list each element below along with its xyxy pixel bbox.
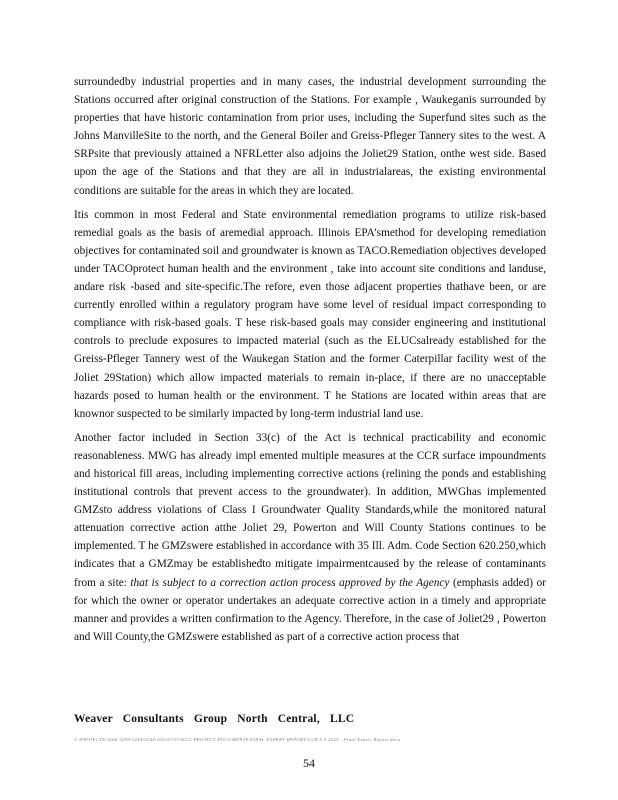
paragraph-technical-practicability: [74, 429, 546, 646]
footer-company-name: Weaver Consultants Group North Central, LLC: [74, 713, 355, 725]
page-number: 54: [303, 756, 315, 770]
emphasized-quote: that is subject to a correction action process approved by the Agency: [130, 576, 450, 589]
footer-file-path: J:\PROJECTS\3200-3299\3244\3244\100\07\03\WCG PROJECT DOCUMENTS\FINAL EXPERT REPORT\CCR 5.5.2025 - Final Expert Report.docx: [74, 737, 401, 742]
body-text: [74, 73, 546, 652]
paragraph-risk-based-goals: [74, 206, 546, 423]
paragraph-text: Itis common in most Federal and State environmental remediation programs to utilize risk-based remedial goals as the basis of aremedial approach. Illinois EPA’smethod for developing remediation objectives for contaminated soil and groundwater is known as TACO.Remediation objectives developed under TACOprotect human health and the environment , take into account site conditions and landuse, andare risk -based and site-specific.The refore, even those adjacent properties thathave been, or are currently enrolled within a regulatory program have some level of residual impact corresponding to compliance with risk-based goals. T hese risk-based goals may consider engineering and institutional controls to preclude exposures to impacted material (such as the ELUCsalready established for the Greiss-Pfleger Tannery west of the Waukegan Station and the former Caterpillar facility west of the Joliet 29Station) which allow impacted materials to remain in-place, if there are no unacceptable hazards posed to human health or the environment. T he Stations are located within areas that are knownor suspected to be similarly impacted by long-term industrial land use.: [74, 208, 546, 420]
paragraph-industrial-surroundings: [74, 73, 546, 200]
paragraph-text-before: Another factor included in Section 33(c) of the Act is technical practicability and economic reasonableness. MWG has already impl emented multiple measures at the CCR surface impoundments and historical fill areas, including implementing corrective actions (relining the ponds and establishing institutional controls that prevent access to the groundwater). In addition, MWGhas implemented GMZsto address violations of Class I Groundwater Quality Standards,while the monitored natural attenuation corrective action atthe Joliet 29, Powerton and Will County Stations continues to be implemented. T he GMZswere established in accordance with 35 Ill. Adm. Code Section 620.250,which indicates that a GMZmay be establishedto mitigate impairmentcaused by the release of contaminants from a site:: [74, 431, 546, 589]
paragraph-text: surroundedby industrial properties and in many cases, the industrial development surrounding the Stations occurred after original construction of the Stations. For example , Waukeganis surrounded by properties that have historic contamination from prior uses, including the Superfund sites such as the Johns ManvilleSite to the north, and the General Boiler and Greiss-Pfleger Tannery sites to the west. A SRPsite that previously attained a NFRLetter also adjoins the Joliet29 Station, onthe west side. Based upon the age of the Stations and that they are all in industrialareas, the existing environmental conditions are suitable for the areas in which they are located.: [74, 76, 546, 197]
paragraph-text-after: (emphasis added) or for which the owner or operator undertakes an adequate corrective action in a timely and appropriate manner and provides a written confirmation to the Agency. Therefore, in the case of Joliet29 , Powerton and Will County,the GMZswere established as part of a corrective action process that: [74, 576, 546, 643]
